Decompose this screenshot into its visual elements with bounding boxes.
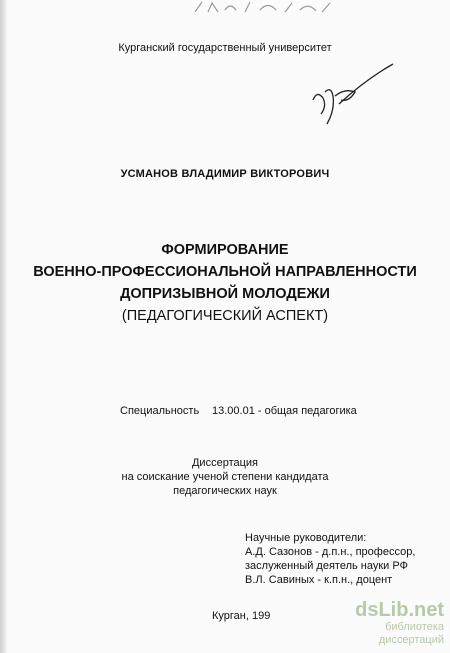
title-line-3: ДОПРИЗЫВНОЙ МОЛОДЕЖИ <box>120 286 330 302</box>
watermark-subtitle: библиотека диссертаций <box>378 621 444 646</box>
place-year: Курган, 199 <box>212 610 271 622</box>
supervisors-heading: Научные руководители: <box>245 532 367 544</box>
signature <box>305 62 395 132</box>
dissertation-line-3: педагогических наук <box>173 485 277 497</box>
title-line-2: ВОЕННО-ПРОФЕССИОНАЛЬНОЙ НАПРАВЛЕННОСТИ <box>33 264 417 280</box>
university-name: Курганский государственный университет <box>118 42 332 54</box>
supervisor-line-3: В.Л. Савиных - к.п.н., доцент <box>245 574 393 586</box>
title-line-1: ФОРМИРОВАНИЕ <box>161 242 289 258</box>
dissertation-line-1: Диссертация <box>191 457 259 469</box>
scan-edge <box>0 0 7 653</box>
specialty-code: 13.00.01 - общая педагогика <box>212 405 357 417</box>
watermark-logo: dsLib.net <box>355 599 444 621</box>
handwritten-archive-number <box>190 0 340 16</box>
supervisor-line-2: заслуженный деятель науки РФ <box>245 560 408 572</box>
dissertation-line-2: на соискание ученой степени кандидата <box>121 471 329 483</box>
specialty-label: Специальность <box>120 405 200 417</box>
author-name: УСМАНОВ ВЛАДИМИР ВИКТОРОВИЧ <box>120 168 330 180</box>
watermark <box>324 599 444 647</box>
supervisor-line-1: А.Д. Сазонов - д.п.н., профессор, <box>245 546 416 558</box>
title-line-4: (ПЕДАГОГИЧЕСКИЙ АСПЕКТ) <box>121 308 329 324</box>
